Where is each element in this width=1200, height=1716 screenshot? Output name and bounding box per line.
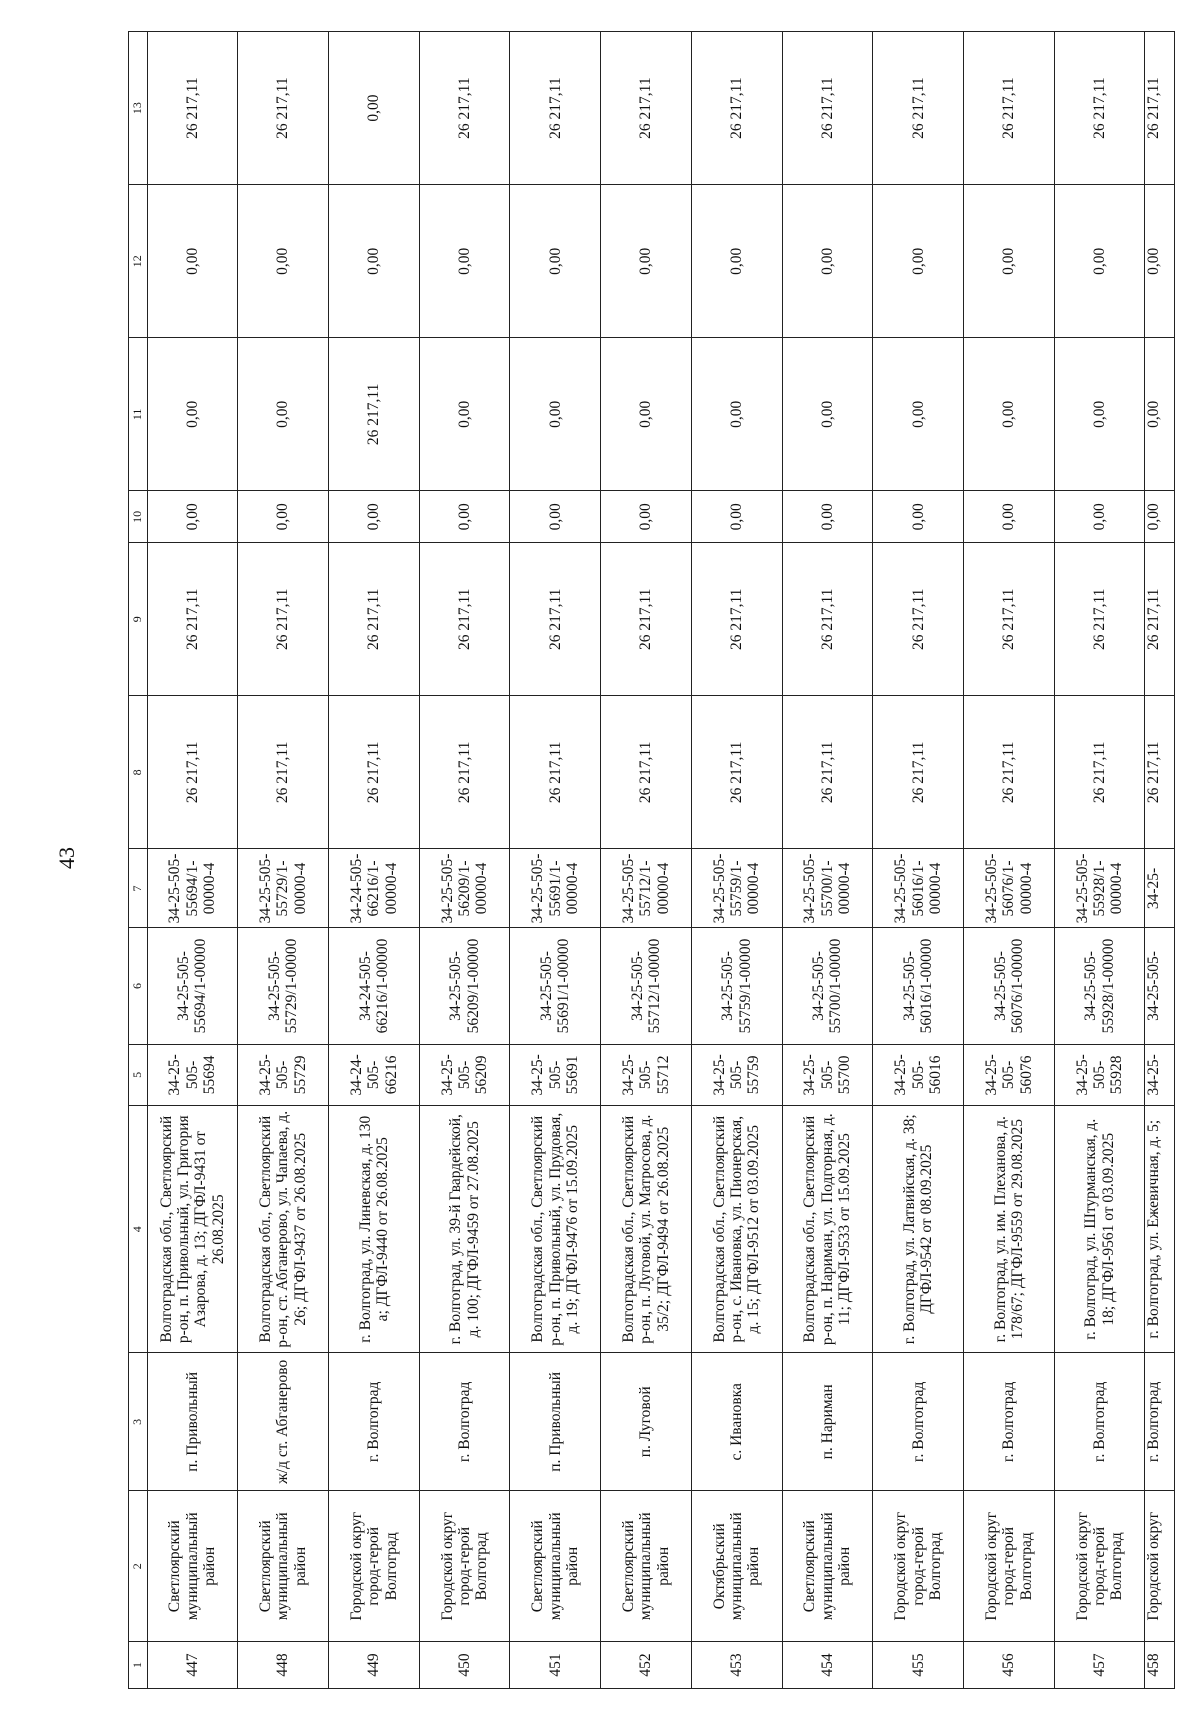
table-row-partial: [1145, 32, 1175, 1689]
cadastral-full-cell: 34-25-505-55700/1-00000: [782, 928, 873, 1044]
cadastral-object-cell: 34-25-505-56016/1-00000-4: [873, 849, 964, 928]
cadastral-object-cell: 34-25-505-56076/1-00000-4: [964, 849, 1055, 928]
amount-cell: 0,00: [964, 338, 1055, 491]
amount-cell: 26 217,11: [1054, 543, 1145, 696]
cadastral-short-cell: 34-24-505-66216: [329, 1044, 420, 1106]
address-cell: Волгоградская обл., Светлоярский р-он, с. Ивановка, ул. Пионерская, д. 15; ДГФЛ-9512 от 03.09.2025: [691, 1106, 782, 1353]
column-number: 7: [129, 849, 148, 928]
amount-cell: 0,00: [147, 491, 238, 543]
locality-cell: п. Привольный: [510, 1353, 601, 1491]
amount-cell: 0,00: [691, 338, 782, 491]
cadastral-full-cell: 34-24-505-66216/1-00000: [329, 928, 420, 1044]
amount-cell: 26 217,11: [964, 543, 1055, 696]
column-number: 5: [129, 1044, 148, 1106]
row-number: 451: [510, 1642, 601, 1689]
amount-cell: 0,00: [147, 185, 238, 338]
cadastral-short-cell: 34-25-505-55712: [601, 1044, 692, 1106]
locality-cell: п. Нариман: [782, 1353, 873, 1491]
locality-cell: п. Луговой: [601, 1353, 692, 1491]
district-cell: Октябрьский муниципальный район: [691, 1491, 782, 1642]
amount-cell: 0,00: [1054, 185, 1145, 338]
cadastral-full-cell: 34-25-505-55712/1-00000: [601, 928, 692, 1044]
column-number: 10: [129, 491, 148, 543]
amount-cell: 26 217,11: [329, 338, 420, 491]
amount-cell: 0,00: [419, 185, 510, 338]
amount-cell: 26 217,11: [601, 32, 692, 185]
amount-cell: 26 217,11: [419, 543, 510, 696]
cadastral-short-cell: 34-25-505-56209: [419, 1044, 510, 1106]
column-number: 9: [129, 543, 148, 696]
row-number: 447: [147, 1642, 238, 1689]
amount-cell: 0,00: [238, 338, 329, 491]
district-cell: Городской округ город-герой Волгоград: [419, 1491, 510, 1642]
row-number: 455: [873, 1642, 964, 1689]
amount-cell: 0,00: [691, 491, 782, 543]
cadastral-object-cell: 34-24-505-66216/1-00000-4: [329, 849, 420, 928]
amount-cell: 26 217,11: [147, 32, 238, 185]
row-number: 457: [1054, 1642, 1145, 1689]
locality-cell: ж/д ст. Абганерово: [238, 1353, 329, 1491]
locality-cell: г. Волгоград: [964, 1353, 1055, 1491]
table-row: [782, 32, 873, 1689]
cadastral-full-cell: 34-25-505-56016/1-00000: [873, 928, 964, 1044]
cadastral-short-cell: 34-25-505-56076: [964, 1044, 1055, 1106]
amount-cell: 26 217,11: [238, 543, 329, 696]
amount-cell: 0,00: [782, 185, 873, 338]
amount-cell: 26 217,11: [510, 543, 601, 696]
amount-cell: 26 217,11: [601, 696, 692, 849]
amount-cell: 26 217,11: [873, 543, 964, 696]
cadastral-full-cell: 34-25-505-55691/1-00000: [510, 928, 601, 1044]
column-number: 13: [129, 32, 148, 185]
amount-cell: 26 217,11: [601, 543, 692, 696]
amount-cell: 26 217,11: [238, 696, 329, 849]
column-number: 2: [129, 1491, 148, 1642]
amount-cell: 0,00: [782, 491, 873, 543]
amount-cell: 0,00: [964, 185, 1055, 338]
cadastral-short-cell: 34-25-: [1145, 1044, 1175, 1106]
cadastral-object-cell: 34-25-505-55691/1-00000-4: [510, 849, 601, 928]
column-number: 1: [129, 1642, 148, 1689]
cadastral-full-cell: 34-25-505-55759/1-00000: [691, 928, 782, 1044]
amount-cell: 26 217,11: [1145, 696, 1175, 849]
locality-cell: г. Волгоград: [329, 1353, 420, 1491]
amount-cell: 0,00: [1145, 491, 1175, 543]
registry-table: [128, 31, 1175, 1689]
district-cell: Светлоярский муниципальный район: [238, 1491, 329, 1642]
amount-cell: 26 217,11: [329, 696, 420, 849]
column-number: 8: [129, 696, 148, 849]
district-cell: Городской округ город-герой Волгоград: [1054, 1491, 1145, 1642]
amount-cell: 26 217,11: [1054, 32, 1145, 185]
cadastral-short-cell: 34-25-505-55928: [1054, 1044, 1145, 1106]
amount-cell: 0,00: [601, 338, 692, 491]
amount-cell: 0,00: [1054, 491, 1145, 543]
amount-cell: 26 217,11: [329, 543, 420, 696]
cadastral-short-cell: 34-25-505-55691: [510, 1044, 601, 1106]
table-row: [419, 32, 510, 1689]
table-row: [691, 32, 782, 1689]
column-number: 12: [129, 185, 148, 338]
district-cell: Светлоярский муниципальный район: [782, 1491, 873, 1642]
table-row: [964, 32, 1055, 1689]
address-cell: г. Волгоград, ул. Штурманская, д. 18; ДГФЛ-9561 от 03.09.2025: [1054, 1106, 1145, 1353]
row-number: 453: [691, 1642, 782, 1689]
cadastral-object-cell: 34-25-505-55729/1-00000-4: [238, 849, 329, 928]
amount-cell: 0,00: [964, 491, 1055, 543]
row-number: 458: [1145, 1642, 1175, 1689]
locality-cell: п. Привольный: [147, 1353, 238, 1491]
amount-cell: 26 217,11: [419, 32, 510, 185]
locality-cell: г. Волгоград: [1145, 1353, 1175, 1491]
table-row: [238, 32, 329, 1689]
table-row: [873, 32, 964, 1689]
address-cell: г. Волгоград, ул. 39-й Гвардейской, д. 100; ДГФЛ-9459 от 27.08.2025: [419, 1106, 510, 1353]
cadastral-object-cell: 34-25-: [1145, 849, 1175, 928]
amount-cell: 26 217,11: [782, 32, 873, 185]
row-number: 452: [601, 1642, 692, 1689]
district-cell: Городской округ: [1145, 1491, 1175, 1642]
cadastral-object-cell: 34-25-505-55928/1-00000-4: [1054, 849, 1145, 928]
amount-cell: 0,00: [510, 491, 601, 543]
amount-cell: 0,00: [510, 338, 601, 491]
amount-cell: 26 217,11: [147, 543, 238, 696]
amount-cell: 0,00: [1145, 338, 1175, 491]
amount-cell: 26 217,11: [238, 32, 329, 185]
amount-cell: 0,00: [419, 338, 510, 491]
table-row: [510, 32, 601, 1689]
amount-cell: 26 217,11: [510, 696, 601, 849]
amount-cell: 0,00: [873, 491, 964, 543]
cadastral-short-cell: 34-25-505-55729: [238, 1044, 329, 1106]
amount-cell: 0,00: [782, 338, 873, 491]
address-cell: г. Волгоград, ул. Линевская, д. 130 а; ДГФЛ-9440 от 26.08.2025: [329, 1106, 420, 1353]
district-cell: Городской округ город-герой Волгоград: [329, 1491, 420, 1642]
amount-cell: 26 217,11: [873, 696, 964, 849]
cadastral-object-cell: 34-25-505-55712/1-00000-4: [601, 849, 692, 928]
column-number-row: [129, 32, 148, 1689]
amount-cell: 26 217,11: [419, 696, 510, 849]
cadastral-short-cell: 34-25-505-55700: [782, 1044, 873, 1106]
amount-cell: 26 217,11: [1054, 696, 1145, 849]
address-cell: г. Волгоград, ул. Ежевичная, д. 5;: [1145, 1106, 1175, 1353]
cadastral-full-cell: 34-25-505-55694/1-00000: [147, 928, 238, 1044]
amount-cell: 0,00: [147, 338, 238, 491]
cadastral-full-cell: 34-25-505-56209/1-00000: [419, 928, 510, 1044]
row-number: 456: [964, 1642, 1055, 1689]
amount-cell: 0,00: [873, 185, 964, 338]
page-number: 43: [54, 847, 79, 869]
table-row: [1054, 32, 1145, 1689]
amount-cell: 26 217,11: [691, 696, 782, 849]
cadastral-object-cell: 34-25-505-55700/1-00000-4: [782, 849, 873, 928]
amount-cell: 26 217,11: [147, 696, 238, 849]
amount-cell: 0,00: [329, 491, 420, 543]
amount-cell: 0,00: [601, 491, 692, 543]
table-row: [329, 32, 420, 1689]
address-cell: Волгоградская обл., Светлоярский р-он, ст. Абганерово, ул. Чапаева, д. 26; ДГФЛ-9437 от 26.08.2025: [238, 1106, 329, 1353]
amount-cell: 0,00: [601, 185, 692, 338]
cadastral-full-cell: 34-25-505-: [1145, 928, 1175, 1044]
column-number: 3: [129, 1353, 148, 1491]
amount-cell: 26 217,11: [1145, 543, 1175, 696]
address-cell: Волгоградская обл., Светлоярский р-он, п. Привольный, ул. Прудовая, д. 19; ДГФЛ-9476 от 15.09.2025: [510, 1106, 601, 1353]
address-cell: г. Волгоград, ул. Латвийская, д. 38; ДГФЛ-9542 от 08.09.2025: [873, 1106, 964, 1353]
amount-cell: 26 217,11: [510, 32, 601, 185]
row-number: 450: [419, 1642, 510, 1689]
district-cell: Светлоярский муниципальный район: [147, 1491, 238, 1642]
row-number: 448: [238, 1642, 329, 1689]
amount-cell: 0,00: [1145, 185, 1175, 338]
cadastral-object-cell: 34-25-505-55694/1-00000-4: [147, 849, 238, 928]
amount-cell: 26 217,11: [782, 543, 873, 696]
amount-cell: 26 217,11: [691, 32, 782, 185]
amount-cell: 0,00: [329, 185, 420, 338]
amount-cell: 0,00: [238, 491, 329, 543]
amount-cell: 0,00: [873, 338, 964, 491]
amount-cell: 26 217,11: [873, 32, 964, 185]
table-row: [147, 32, 238, 1689]
column-number: 11: [129, 338, 148, 491]
cadastral-short-cell: 34-25-505-55694: [147, 1044, 238, 1106]
amount-cell: 0,00: [329, 32, 420, 185]
row-number: 454: [782, 1642, 873, 1689]
cadastral-full-cell: 34-25-505-55729/1-00000: [238, 928, 329, 1044]
cadastral-short-cell: 34-25-505-56016: [873, 1044, 964, 1106]
address-cell: г. Волгоград, ул. им. Плеханова, д. 178/67; ДГФЛ-9559 от 29.08.2025: [964, 1106, 1055, 1353]
amount-cell: 26 217,11: [964, 32, 1055, 185]
address-cell: Волгоградская обл., Светлоярский р-он, п. Нариман, ул. Подгорная, д. 11; ДГФЛ-9533 от 15.09.2025: [782, 1106, 873, 1353]
locality-cell: г. Волгоград: [419, 1353, 510, 1491]
district-cell: Городской округ город-герой Волгоград: [873, 1491, 964, 1642]
district-cell: Городской округ город-герой Волгоград: [964, 1491, 1055, 1642]
amount-cell: 26 217,11: [691, 543, 782, 696]
amount-cell: 0,00: [238, 185, 329, 338]
address-cell: Волгоградская обл., Светлоярский р-он, п. Привольный, ул. Григория Азарова, д. 13; ДГФЛ-9431 от 26.08.2025: [147, 1106, 238, 1353]
district-cell: Светлоярский муниципальный район: [601, 1491, 692, 1642]
amount-cell: 26 217,11: [1145, 32, 1175, 185]
locality-cell: с. Ивановка: [691, 1353, 782, 1491]
locality-cell: г. Волгоград: [873, 1353, 964, 1491]
amount-cell: 26 217,11: [964, 696, 1055, 849]
column-number: 6: [129, 928, 148, 1044]
district-cell: Светлоярский муниципальный район: [510, 1491, 601, 1642]
amount-cell: 0,00: [510, 185, 601, 338]
address-cell: Волгоградская обл., Светлоярский р-он, п. Луговой, ул. Матросова, д. 35/2; ДГФЛ-9494 от 26.08.2025: [601, 1106, 692, 1353]
cadastral-short-cell: 34-25-505-55759: [691, 1044, 782, 1106]
cadastral-full-cell: 34-25-505-56076/1-00000: [964, 928, 1055, 1044]
amount-cell: 0,00: [691, 185, 782, 338]
cadastral-object-cell: 34-25-505-55759/1-00000-4: [691, 849, 782, 928]
amount-cell: 0,00: [419, 491, 510, 543]
locality-cell: г. Волгоград: [1054, 1353, 1145, 1491]
amount-cell: 26 217,11: [782, 696, 873, 849]
row-number: 449: [329, 1642, 420, 1689]
amount-cell: 0,00: [1054, 338, 1145, 491]
cadastral-full-cell: 34-25-505-55928/1-00000: [1054, 928, 1145, 1044]
cadastral-object-cell: 34-25-505-56209/1-00000-4: [419, 849, 510, 928]
table-row: [601, 32, 692, 1689]
column-number: 4: [129, 1106, 148, 1353]
